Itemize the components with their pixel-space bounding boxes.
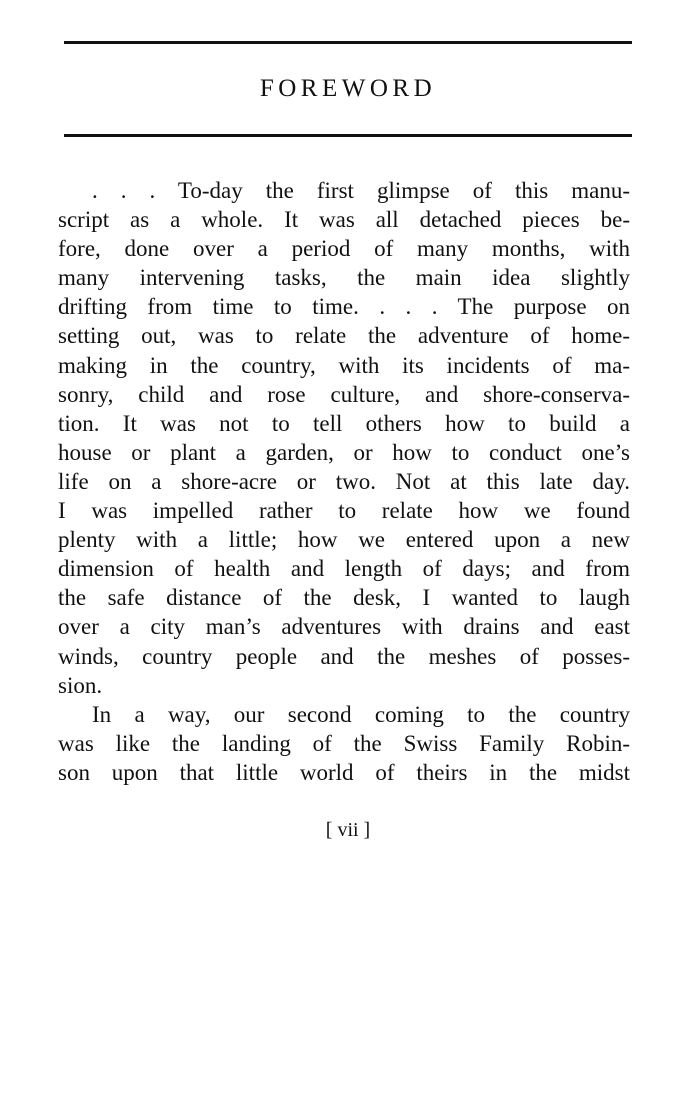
text-line: was like the landing of the Swiss Family Robin- <box>58 730 630 756</box>
text-line: over a city man’s adventures with drains and east <box>58 614 630 640</box>
text-line: many intervening tasks, the main idea slightly <box>58 265 630 291</box>
bottom-rule <box>64 134 632 137</box>
text-line: In a way, our second coming to the country <box>92 701 630 727</box>
text-line: plenty with a little; how we entered upon a new <box>58 527 630 553</box>
text-line: winds, country people and the meshes of posses- <box>58 643 630 669</box>
text-line: son upon that little world of theirs in the midst <box>58 759 630 785</box>
text-line: setting out, was to relate the adventure of home- <box>58 323 630 349</box>
text-line: drifting from time to time. . . . The purpose on <box>58 294 630 320</box>
top-rule <box>64 41 632 44</box>
page-title: FOREWORD <box>259 75 437 102</box>
paragraph-1 <box>58 176 630 700</box>
text-line: life on a shore-acre or two. Not at this late day. <box>58 468 630 494</box>
text-line: making in the country, with its incidents of ma- <box>58 352 630 378</box>
paragraph-2 <box>58 700 630 787</box>
text-line: . . . To-day the first glimpse of this manu- <box>92 178 630 203</box>
text-line: house or plant a garden, or how to conduct one’s <box>58 439 630 465</box>
text-line: the safe distance of the desk, I wanted to laugh <box>58 585 630 611</box>
text-line: sonry, child and rose culture, and shore-conserva- <box>58 381 630 407</box>
page-number: [ vii ] <box>325 819 371 841</box>
body-text <box>58 176 630 787</box>
text-line: sion. <box>58 672 103 698</box>
text-line: I was impelled rather to relate how we found <box>58 498 630 524</box>
text-line: tion. It was not to tell others how to build a <box>58 410 630 436</box>
text-line: script as a whole. It was all detached pieces be- <box>58 207 630 233</box>
text-line: fore, done over a period of many months, with <box>58 236 630 262</box>
text-line: dimension of health and length of days; and from <box>58 556 630 582</box>
